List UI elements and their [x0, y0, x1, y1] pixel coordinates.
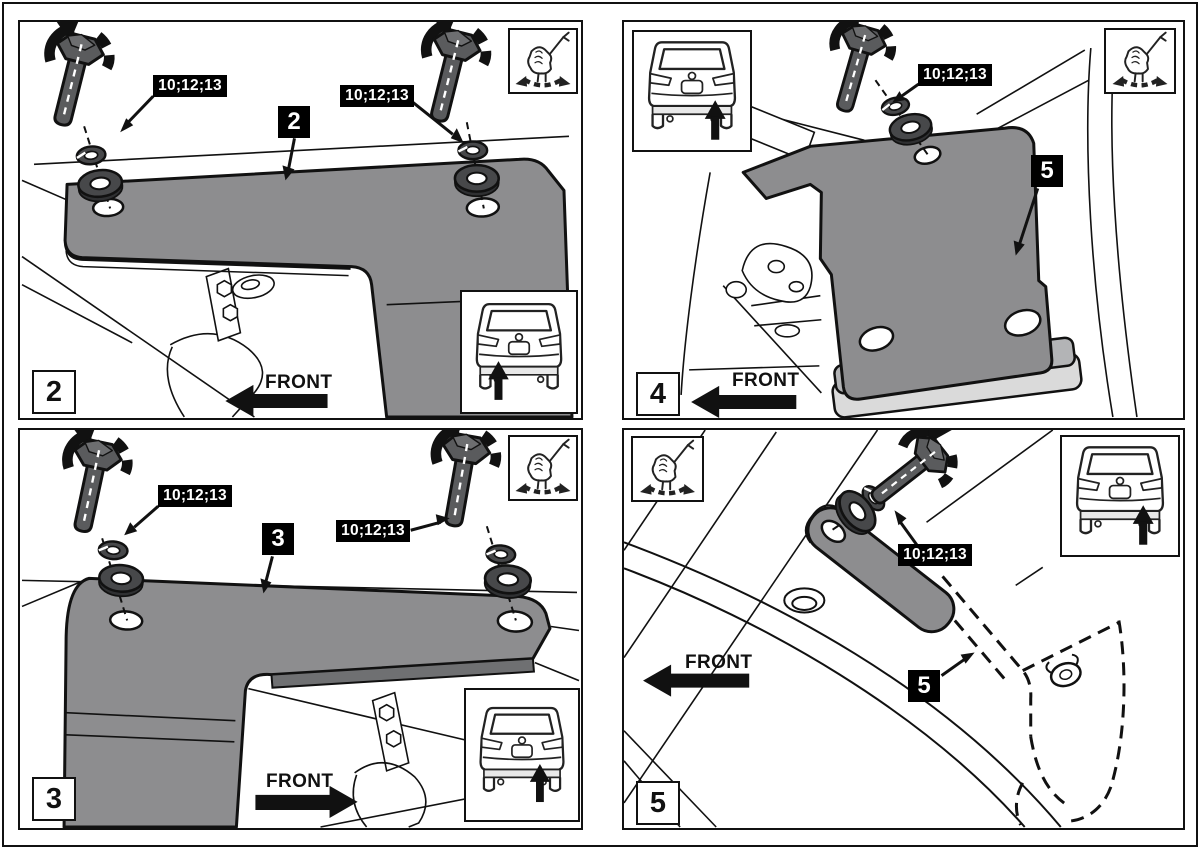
tool-inset	[1104, 28, 1176, 94]
step-number-box: 2	[32, 370, 76, 414]
size-callout: 10;12;13	[153, 75, 227, 97]
bolt-icon	[406, 22, 495, 128]
step-panel-3	[18, 428, 583, 830]
step-panel-2	[18, 20, 583, 420]
fastener-clip	[1045, 653, 1085, 690]
socket-wrench-icon	[510, 30, 576, 92]
tool-inset	[631, 436, 704, 502]
car-rear-view-icon	[462, 292, 576, 412]
car-inset	[460, 290, 578, 414]
step-number-box: 4	[636, 372, 680, 416]
front-label: FRONT	[732, 370, 800, 391]
part-callout: 3	[262, 523, 294, 555]
part-callout: 2	[278, 106, 310, 138]
car-rear-view-icon	[634, 32, 750, 150]
front-label: FRONT	[265, 372, 333, 393]
small-bracket	[799, 499, 963, 641]
bolt-icon	[29, 22, 118, 132]
size-callout: 10;12;13	[158, 485, 232, 507]
car-rear-view-icon	[466, 690, 578, 820]
step-number-box: 5	[636, 781, 680, 825]
car-inset	[464, 688, 580, 822]
car-rear-view-icon	[1062, 437, 1178, 555]
bolt-icon	[420, 430, 503, 531]
step-panel-5	[622, 428, 1185, 830]
front-label: FRONT	[266, 771, 334, 792]
part-callout: 5	[1031, 155, 1063, 187]
part-callout: 5	[908, 670, 940, 702]
tool-inset	[508, 435, 578, 501]
step-number-box: 3	[32, 777, 76, 821]
car-inset	[632, 30, 752, 152]
socket-wrench-icon	[510, 437, 576, 499]
step-panel-4	[622, 20, 1185, 420]
size-callout: 10;12;13	[898, 544, 972, 566]
bolt-icon	[50, 430, 136, 538]
front-label: FRONT	[685, 652, 753, 673]
size-callout: 10;12;13	[918, 64, 992, 86]
size-callout: 10;12;13	[336, 520, 410, 542]
socket-wrench-icon	[633, 438, 702, 500]
size-callout: 10;12;13	[340, 85, 414, 107]
car-inset	[1060, 435, 1180, 557]
tool-inset	[508, 28, 578, 94]
socket-wrench-icon	[1106, 30, 1174, 92]
